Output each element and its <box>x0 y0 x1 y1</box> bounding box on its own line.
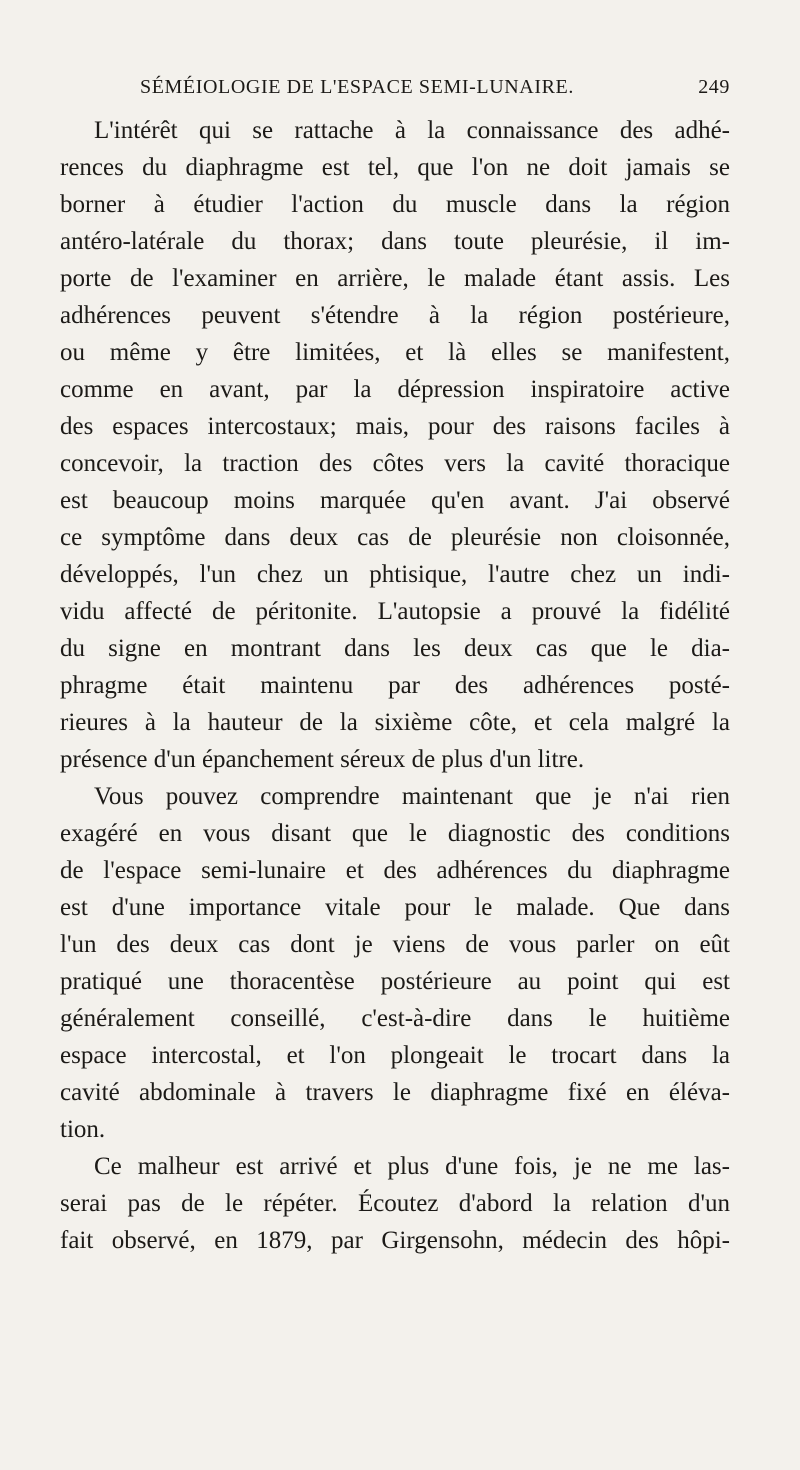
text-line: vidu affecté de péritonite. L'autopsie a prouvé la fidélité <box>60 598 730 625</box>
text-line: Vous pouvez comprendre maintenant que je n'ai rien <box>94 783 730 810</box>
text-line: antéro-latérale du thorax; dans toute pleurésie, il im- <box>60 228 730 255</box>
text-line: de l'espace semi-lunaire et des adhérences du diaphragme <box>60 857 730 884</box>
text-line: fait observé, en 1879, par Girgensohn, médecin des hôpi- <box>60 1227 730 1254</box>
text-line: L'intérêt qui se rattache à la connaissance des adhé- <box>94 117 730 144</box>
text-line: des espaces intercostaux; mais, pour des raisons faciles à <box>60 413 730 440</box>
text-line: comme en avant, par la dépression inspiratoire active <box>60 376 730 403</box>
text-line: serai pas de le répéter. Écoutez d'abord la relation d'un <box>60 1190 730 1217</box>
text-line: ou même y être limitées, et là elles se manifestent, <box>60 339 730 366</box>
text-line: borner à étudier l'action du muscle dans la région <box>60 191 730 218</box>
text-line: pratiqué une thoracentèse postérieure au point qui est <box>60 968 730 995</box>
text-line: cavité abdominale à travers le diaphragme fixé en éléva- <box>60 1079 730 1106</box>
text-line: porte de l'examiner en arrière, le malade étant assis. Les <box>60 265 730 292</box>
text-line: développés, l'un chez un phtisique, l'autre chez un indi- <box>60 561 730 588</box>
text-line: phragme était maintenu par des adhérences posté- <box>60 672 730 699</box>
text-line: adhérences peuvent s'étendre à la région postérieure, <box>60 302 730 329</box>
text-line: ce symptôme dans deux cas de pleurésie non cloisonnée, <box>60 524 730 551</box>
text-line: concevoir, la traction des côtes vers la cavité thoracique <box>60 450 730 477</box>
running-head <box>140 76 730 106</box>
text-line: Ce malheur est arrivé et plus d'une fois, je ne me las- <box>94 1153 730 1180</box>
text-line: exagéré en vous disant que le diagnostic des conditions <box>60 820 730 847</box>
text-line: du signe en montrant dans les deux cas que le dia- <box>60 635 730 662</box>
text-line: est beaucoup moins marquée qu'en avant. J'ai observé <box>60 487 730 514</box>
text-line: rences du diaphragme est tel, que l'on ne doit jamais se <box>60 154 730 181</box>
text-line: l'un des deux cas dont je viens de vous parler on eût <box>60 931 730 958</box>
page-number: 249 <box>698 76 730 98</box>
text-line: tion. <box>60 1116 106 1143</box>
text-line: espace intercostal, et l'on plongeait le trocart dans la <box>60 1042 730 1069</box>
text-line: généralement conseillé, c'est-à-dire dans le huitième <box>60 1005 730 1032</box>
text-line: rieures à la hauteur de la sixième côte, et cela malgré la <box>60 709 730 736</box>
text-line: est d'une importance vitale pour le malade. Que dans <box>60 894 730 921</box>
body-text <box>60 112 730 1259</box>
text-line: présence d'un épanchement séreux de plus d'un litre. <box>60 746 585 773</box>
running-title: SÉMÉIOLOGIE DE L'ESPACE SEMI-LUNAIRE. <box>140 76 574 98</box>
